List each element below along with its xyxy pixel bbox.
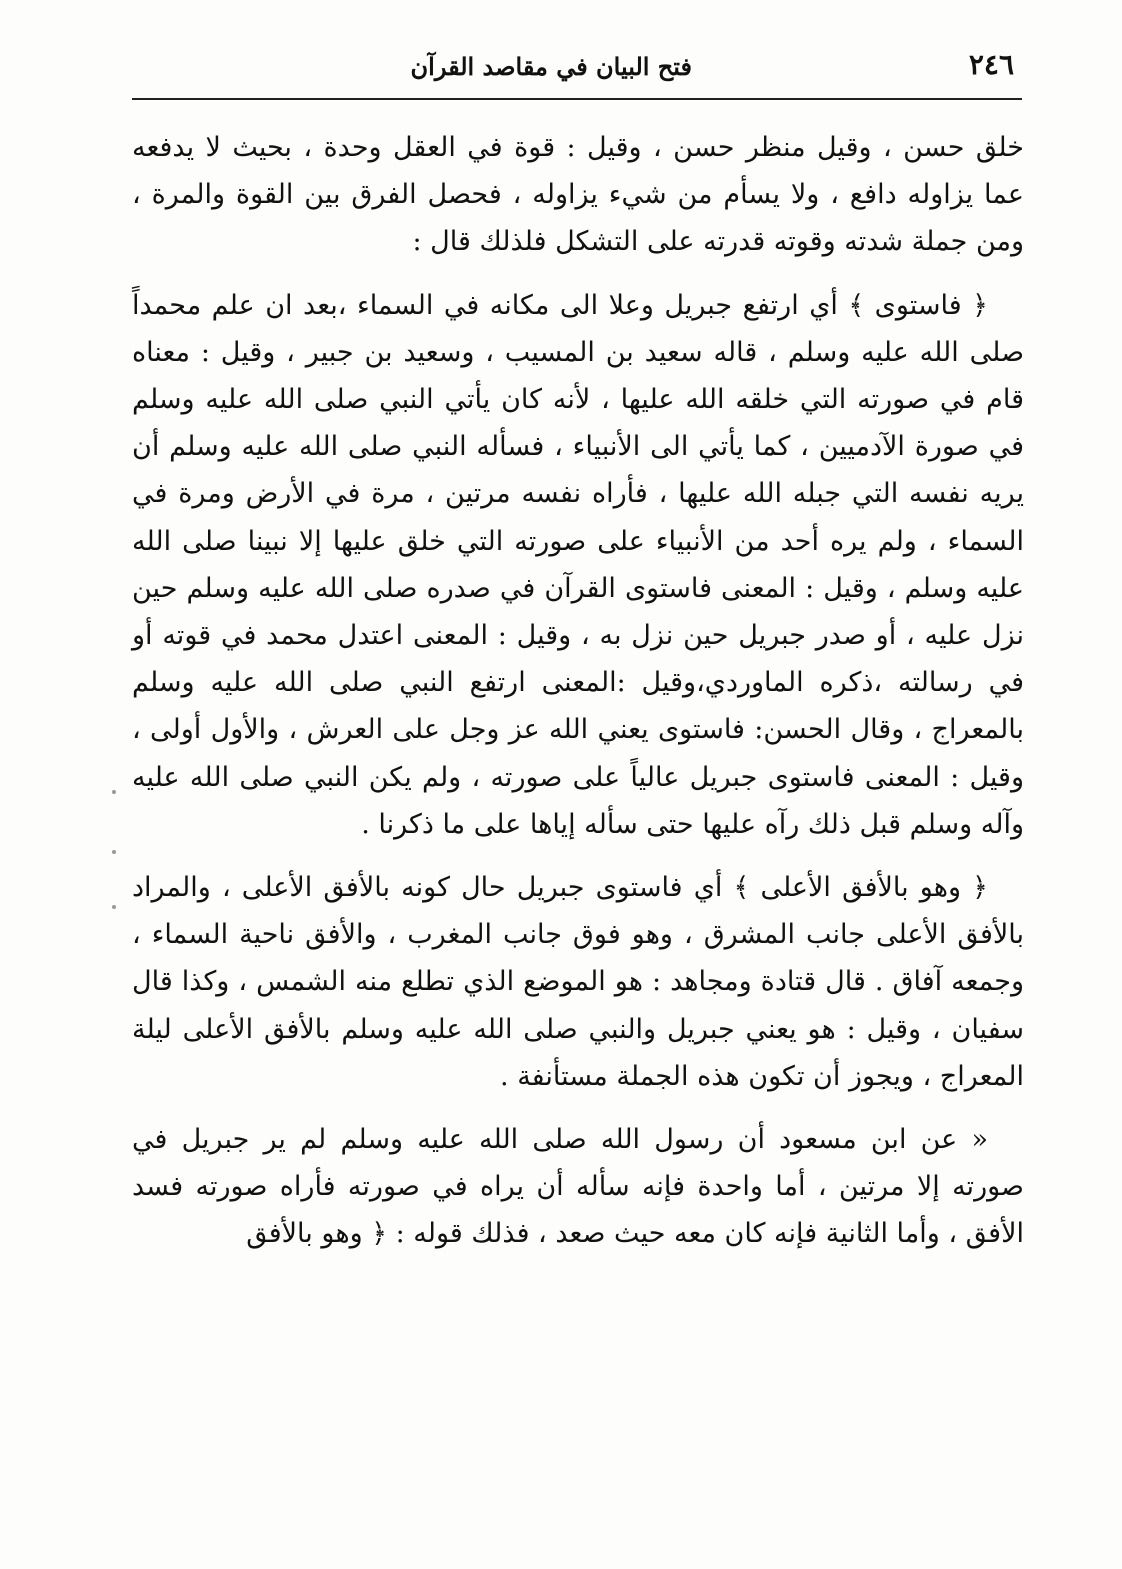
scan-speck: [112, 790, 116, 794]
page-body: [132, 124, 1024, 1274]
page-header: [132, 44, 1022, 100]
header-divider: [132, 98, 1022, 100]
scan-speck: [112, 850, 116, 854]
scan-speck: [112, 905, 116, 909]
paragraph-1: خلق حسن ، وقيل منظر حسن ، وقيل : قوة في العقل وحدة ، بحيث لا يدفعه عما يزاوله دافع ، ولا يسأم من شيء يزاوله ، فحصل الفرق بين القوة والمرة ، ومن جملة شدته وقوته قدرته على التشكل فلذلك قال :: [132, 132, 1024, 258]
paragraph-3: ﴿ وهو بالأفق الأعلى ﴾ أي فاستوى جبريل حال كونه بالأفق الأعلى ، والمراد بالأفق الأعلى جانب المشرق ، وهو فوق جانب المغرب ، والأفق ناحية السماء ، وجمعه آفاق . قال قتادة ومجاهد : هو الموضع الذي تطلع منه الشمس ، وكذا قال سفيان ، وقيل : هو يعني جبريل والنبي صلى الله عليه وسلم بالأفق الأعلى ليلة المعراج ، ويجوز أن تكون هذه الجملة مستأنفة .: [132, 872, 1024, 1092]
page-number: ٢٤٦: [968, 48, 1014, 81]
running-title: فتح البيان في مقاصد القرآن: [410, 52, 692, 81]
paragraph-4: « عن ابن مسعود أن رسول الله صلى الله عليه وسلم لم ير جبريل في صورته إلا مرتين ، أما واحدة فإنه سأله أن يراه في صورته فأراه صورته فسد الأفق ، وأما الثانية فإنه كان معه حيث صعد ، فذلك قوله : ﴿ وهو بالأفق: [132, 1124, 1024, 1250]
paragraph-2: ﴿ فاستوى ﴾ أي ارتفع جبريل وعلا الى مكانه في السماء ،بعد ان علم محمداً صلى الله عليه وسلم ، قاله سعيد بن المسيب ، وسعيد بن جبير ، وقيل : معناه قام في صورته التي خلقه الله عليها ، لأنه كان يأتي النبي صلى الله عليه وسلم في صورة الآدميين ، كما يأتي الى الأنبياء ، فسأله النبي صلى الله عليه وسلم أن يريه نفسه التي جبله الله عليها ، فأراه نفسه مرتين ، مرة في الأرض ومرة في السماء ، ولم يره أحد من الأنبياء على صورته التي خلق عليها إلا نبينا صلى الله عليه وسلم ، وقيل : المعنى فاستوى القرآن في صدره صلى الله عليه وسلم حين نزل عليه ، أو صدر جبريل حين نزل به ، وقيل : المعنى اعتدل محمد في قوته أو في رسالته ،ذكره الماوردي،وقيل :المعنى ارتفع النبي صلى الله عليه وسلم بالمعراج ، وقال الحسن: فاستوى يعني الله عز وجل على العرش ، والأول أولى ، وقيل : المعنى فاستوى جبريل عالياً على صورته ، ولم يكن النبي صلى الله عليه وآله وسلم قبل ذلك رآه عليها حتى سأله إياها على ما ذكرنا .: [132, 289, 1024, 840]
